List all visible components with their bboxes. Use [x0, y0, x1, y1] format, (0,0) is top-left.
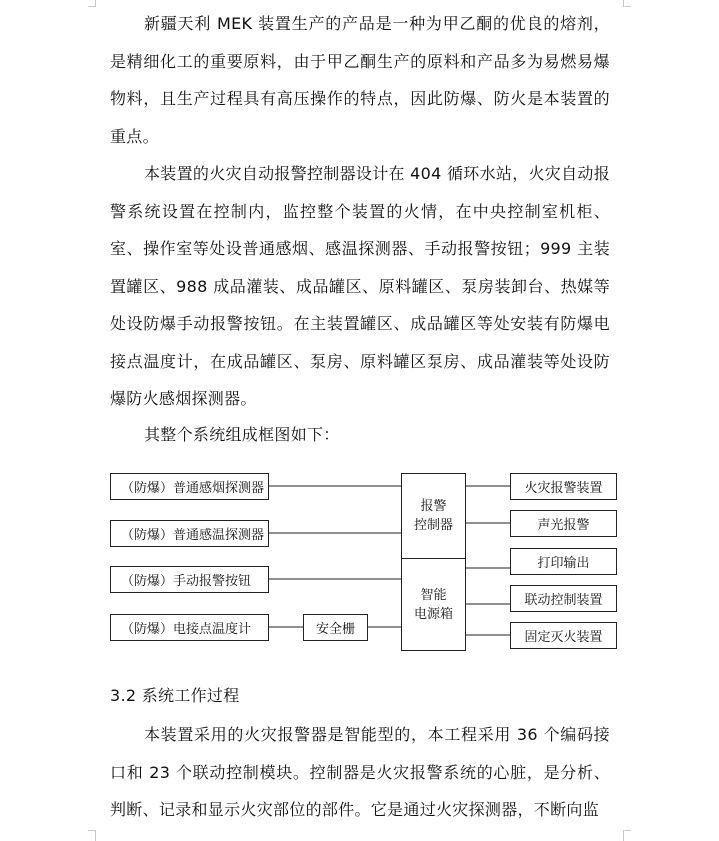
paragraph: 本装置采用的火灾报警器是智能型的，本工程采用 36 个编码接口和 23 个联动控制模块。控制器是火灾报警系统的心脏，是分析、判断、记录和显示火灾部位的部件。它是通过火灾探测器，不断向监 [110, 725, 610, 819]
print-output-box: 打印输出 [510, 548, 617, 575]
power-supply-box [401, 558, 466, 651]
manual-alarm-button-box: （防爆）手动报警按钮 [110, 566, 269, 593]
sound-light-alarm-box: 声光报警 [510, 510, 617, 537]
linkage-control-box: 联动控制装置 [510, 585, 617, 612]
alarm-controller-label: 报警 [420, 499, 447, 514]
fixed-extinguisher-box: 固定灭火装置 [510, 622, 617, 649]
power-supply-label: 智能 [420, 587, 447, 603]
alarm-controller-label: 控制器 [413, 518, 453, 533]
contact-thermometer-box: （防爆）电接点温度计 [110, 614, 269, 641]
paragraph: 新疆天利 MEK 装置生产的产品是一种为甲乙酮的优良的熔剂，是精细化工的重要原料，由于甲乙酮生产的原料和产品多为易燃易爆物料，且生产过程具有高压操作的特点，因此防爆、防火是本装置的重点。 [110, 14, 610, 146]
paragraph: 其整个系统组成框图如下： [144, 425, 340, 444]
power-supply-label: 电源箱 [413, 606, 453, 622]
smoke-detector-box: （防爆）普通感烟探测器 [110, 473, 269, 500]
alarm-controller-box [401, 473, 466, 559]
heat-detector-box: （防爆）普通感温探测器 [110, 520, 269, 547]
safety-barrier-box: 安全栅 [303, 614, 368, 641]
section-heading: 3.2 系统工作过程 [110, 686, 240, 705]
paragraph: 本装置的火灾自动报警控制器设计在 404 循环水站，火灾自动报警系统设置在控制内，监控整个装置的火情，在中央控制室机柜、室、操作室等处设普通感烟、感温探测器、手动报警按钮；999 主装置罐区、988 成品灌装、成品罐区、原料罐区、泵房装卸台、热媒等处设防爆手动报警按钮。在主装置罐区、成品罐区等处安装有防爆电接点温度计，在成品罐区、泵房、原料罐区泵房、成品灌装等处设防爆防火感烟探测器。 [110, 164, 611, 408]
fire-alarm-device-box: 火灾报警装置 [510, 473, 617, 500]
